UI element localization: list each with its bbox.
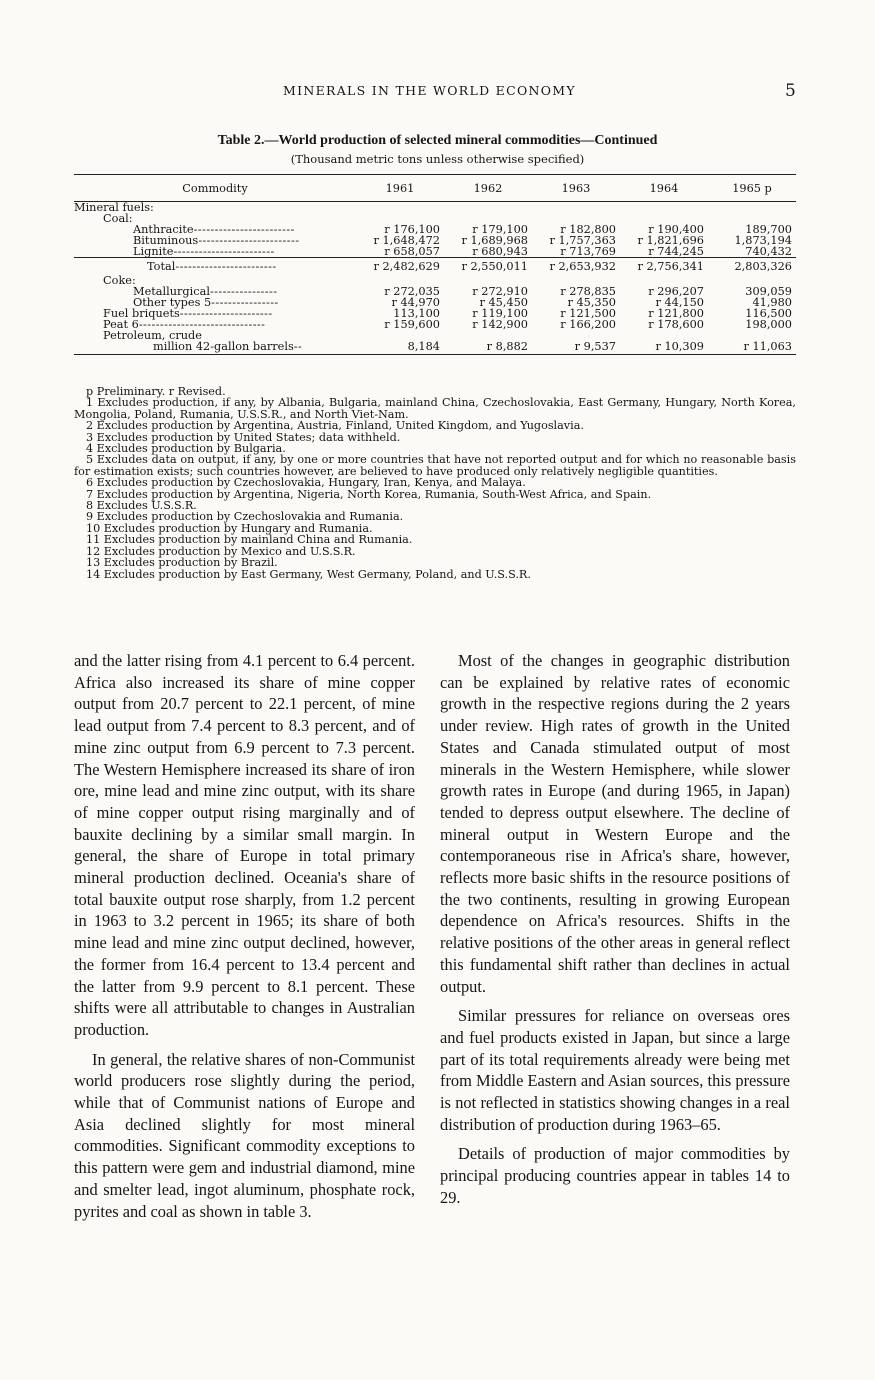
- table-row: [74, 258, 796, 276]
- table-cell: r 119,100: [472, 307, 528, 320]
- row-label: Peat 6: [103, 318, 139, 331]
- table-cell: r 11,063: [708, 341, 796, 355]
- row-label: Bituminous: [133, 234, 199, 247]
- dot-leader: --: [293, 340, 303, 353]
- table-cell: r 272,910: [472, 285, 528, 298]
- body-paragraph: In general, the relative shares of non-Communist world producers rose slightly during the period, while that of Communist nations of Europe and Asia declined slightly for most mineral commodities. Significant commodity exceptions to this pattern were gem and industrial diamond, mine and smelter lead, ingot aluminum, phosphate rock, pyrites and coal as shown in table 3.: [74, 1049, 415, 1221]
- table-cell: r 190,400: [648, 223, 704, 236]
- footnote: 3 Excludes production by United States; data withheld.: [86, 430, 401, 444]
- footnote: 4 Excludes production by Bulgaria.: [86, 442, 286, 456]
- table-cell: r 658,057: [384, 245, 440, 258]
- column-header: 1961: [356, 175, 444, 202]
- dot-leader: ------------------------: [173, 245, 275, 258]
- table-cell: r 2,653,932: [532, 258, 620, 276]
- table-cell: r 44,970: [391, 296, 440, 309]
- body-paragraph: Similar pressures for reliance on overseas ores and fuel products existed in Japan, but since a large part of its total requirements already were being met from Middle Eastern and Asian sources, this pressure is not reflected in statistics showing changes in a real distribution of production during 1963–65.: [440, 1006, 790, 1134]
- dot-leader: ------------------------------: [138, 318, 266, 331]
- table-title: Table 2.—World production of selected mineral commodities—Continued: [217, 133, 658, 148]
- footnotes: [74, 386, 796, 580]
- row-label: Lignite: [133, 245, 174, 258]
- table-cell: 309,059: [745, 285, 792, 298]
- body-column-right: [440, 650, 790, 1217]
- table-cell: 8,184: [356, 341, 444, 355]
- table-cell: r 176,100: [384, 223, 440, 236]
- dot-leader: ----------------: [209, 285, 278, 298]
- table-cell: r 1,757,363: [549, 234, 616, 247]
- table-cell: 198,000: [745, 318, 792, 331]
- footnote: 2 Excludes production by Argentina, Austria, Finland, United Kingdom, and Yugoslavia.: [86, 419, 584, 433]
- row-label: Petroleum, crude: [103, 329, 202, 342]
- table-cell: r 2,756,341: [620, 258, 708, 276]
- table-cell: [532, 202, 620, 214]
- row-label-cell: [74, 341, 356, 355]
- table-cell: r 182,800: [560, 223, 616, 236]
- table-row: [74, 202, 796, 214]
- table-cell: r 166,200: [560, 318, 616, 331]
- page-number: 5: [785, 81, 796, 101]
- table-cell: [620, 202, 708, 214]
- row-label: million 42-gallon barrels: [153, 340, 294, 353]
- footnote: 11 Excludes production by mainland China and Rumania.: [86, 533, 413, 547]
- dot-leader: ----------------: [211, 296, 279, 309]
- row-label-cell: [74, 258, 356, 276]
- column-header: Commodity: [74, 175, 356, 202]
- footnote: 12 Excludes production by Mexico and U.S.S.R.: [86, 544, 356, 558]
- running-header: [0, 83, 875, 103]
- production-table: [74, 174, 796, 355]
- footnote: 6 Excludes production by Czechoslovakia, Hungary, Iran, Kenya, and Malaya.: [86, 476, 526, 490]
- body-paragraph: Most of the changes in geographic distribution can be explained by relative rates of economic growth in the respective regions during the 2 years under review. High rates of growth in the United States and Canada stimulated output of most minerals in the Western Hemisphere, while slower growth rates in Europe (and during 1965, in Japan) tended to depress output elsewhere. The decline of mineral output in Western Europe and the contemporaneous rise in Africa's share, however, reflects more basic shifts in the resource positions of the two continents, resulting in growing European dependence on Africa's resources. Shifts in the relative positions of the other areas in general reflect this fundamental shift rather than declines in actual output.: [440, 651, 790, 996]
- column-header: 1964: [620, 175, 708, 202]
- table-cell: [708, 202, 796, 214]
- table-cell: 41,980: [752, 296, 792, 309]
- table-cell: r 121,800: [648, 307, 704, 320]
- footnote: 7 Excludes production by Argentina, Nigeria, North Korea, Rumania, South-West Africa, and Spain.: [86, 487, 652, 501]
- table-cell: r 179,100: [472, 223, 528, 236]
- table-cell: r 1,648,472: [373, 234, 440, 247]
- footnote: 9 Excludes production by Czechoslovakia and Rumania.: [86, 510, 404, 524]
- row-label: Mineral fuels:: [74, 201, 154, 214]
- table-cell: r 713,769: [560, 245, 616, 258]
- table-cell: r 744,245: [648, 245, 704, 258]
- table-cell: 116,500: [745, 307, 792, 320]
- table-cell: r 8,882: [444, 341, 532, 355]
- table-cell: r 1,689,968: [461, 234, 528, 247]
- dot-leader: ----------------------: [179, 307, 273, 320]
- footnote: 8 Excludes U.S.S.R.: [86, 499, 197, 513]
- table-cell: r 44,150: [655, 296, 704, 309]
- table-cell: r 178,600: [648, 318, 704, 331]
- table-cell: r 9,537: [532, 341, 620, 355]
- table-row: [74, 246, 796, 258]
- row-label-cell: [74, 246, 356, 258]
- table-cell: r 1,821,696: [637, 234, 704, 247]
- table-cell: [444, 202, 532, 214]
- table-cell: r 272,035: [384, 285, 440, 298]
- body-column-left: [74, 650, 415, 1230]
- row-label: Anthracite: [133, 223, 194, 236]
- row-label: Metallurgical: [133, 285, 210, 298]
- footnote: 13 Excludes production by Brazil.: [86, 556, 278, 570]
- table-cell: r 296,207: [648, 285, 704, 298]
- body-paragraph: Details of production of major commodities by principal producing countries appear in tables 14 to 29.: [440, 1144, 790, 1207]
- table-cell: 1,873,194: [734, 234, 792, 247]
- table-cell: 2,803,326: [708, 258, 796, 276]
- table-cell: r 2,550,011: [444, 258, 532, 276]
- footnote: 14 Excludes production by East Germany, West Germany, Poland, and U.S.S.R.: [86, 567, 531, 581]
- table-cell: r 45,350: [567, 296, 616, 309]
- row-label: Other types 5: [133, 296, 212, 309]
- table-cell: 113,100: [393, 307, 440, 320]
- table-header-row: [74, 175, 796, 202]
- table-cell: r 121,500: [560, 307, 616, 320]
- table-cell: r 159,600: [384, 318, 440, 331]
- table-body: [74, 202, 796, 355]
- table-cell: 740,432: [745, 245, 792, 258]
- dot-leader: ------------------------: [175, 260, 277, 273]
- column-header: 1963: [532, 175, 620, 202]
- table-cell: r 680,943: [472, 245, 528, 258]
- column-header: 1965 p: [708, 175, 796, 202]
- row-label: Coke:: [103, 274, 136, 287]
- table-cell: r 2,482,629: [356, 258, 444, 276]
- body-paragraph: and the latter rising from 4.1 percent to 6.4 percent. Africa also increased its share of mine copper output from 20.7 percent to 22.1 percent, of mine lead output from 7.4 percent to 8.3 percent, and of mine zinc output from 6.9 percent to 7.3 percent. The Western Hemisphere increased its share of iron ore, mine lead and mine zinc output, with its share of mine copper output rising marginally and of bauxite declining by a similar small margin. In general, the share of Europe in total primary mineral production declined. Oceania's share of total bauxite output rose sharply, from 1.2 percent in 1963 to 3.2 percent in 1965; its share of both mine lead and mine zinc output declined, however, the former from 16.4 percent to 13.4 percent and the latter from 9.9 percent to 8.1 percent. These shifts were all attributable to changes in Australian production.: [74, 651, 415, 1039]
- table-cell: [356, 202, 444, 214]
- footnote: p Preliminary. r Revised.: [86, 385, 226, 398]
- table-cell: r 10,309: [620, 341, 708, 355]
- row-label: Coal:: [103, 212, 133, 225]
- footnote: 1 Excludes production, if any, by Albania, Bulgaria, mainland China, Czechoslovakia, East Germany, Hungary, North Korea, Mongolia, Poland, Rumania, U.S.S.R., and North Viet-Nam.: [74, 396, 796, 421]
- table-subtitle: (Thousand metric tons unless otherwise specified): [290, 152, 585, 166]
- running-title: MINERALS IN THE WORLD ECONOMY: [283, 83, 576, 98]
- row-label: Fuel briquets: [103, 307, 180, 320]
- footnote: 10 Excludes production by Hungary and Rumania.: [86, 521, 373, 535]
- dot-leader: ------------------------: [193, 223, 295, 236]
- row-label: Total: [147, 260, 176, 273]
- table-cell: r 142,900: [472, 318, 528, 331]
- dot-leader: ------------------------: [198, 234, 300, 247]
- table-cell: r 278,835: [560, 285, 616, 298]
- footnote: 5 Excludes data on output, if any, by one or more countries that have not reported output and for which no reasonable basis for estimation exists; such countries however, are believed to have produced only relatively negligible quantities.: [74, 453, 796, 478]
- table-cell: 189,700: [745, 223, 792, 236]
- table-cell: r 45,450: [479, 296, 528, 309]
- column-header: 1962: [444, 175, 532, 202]
- table-row: [74, 341, 796, 355]
